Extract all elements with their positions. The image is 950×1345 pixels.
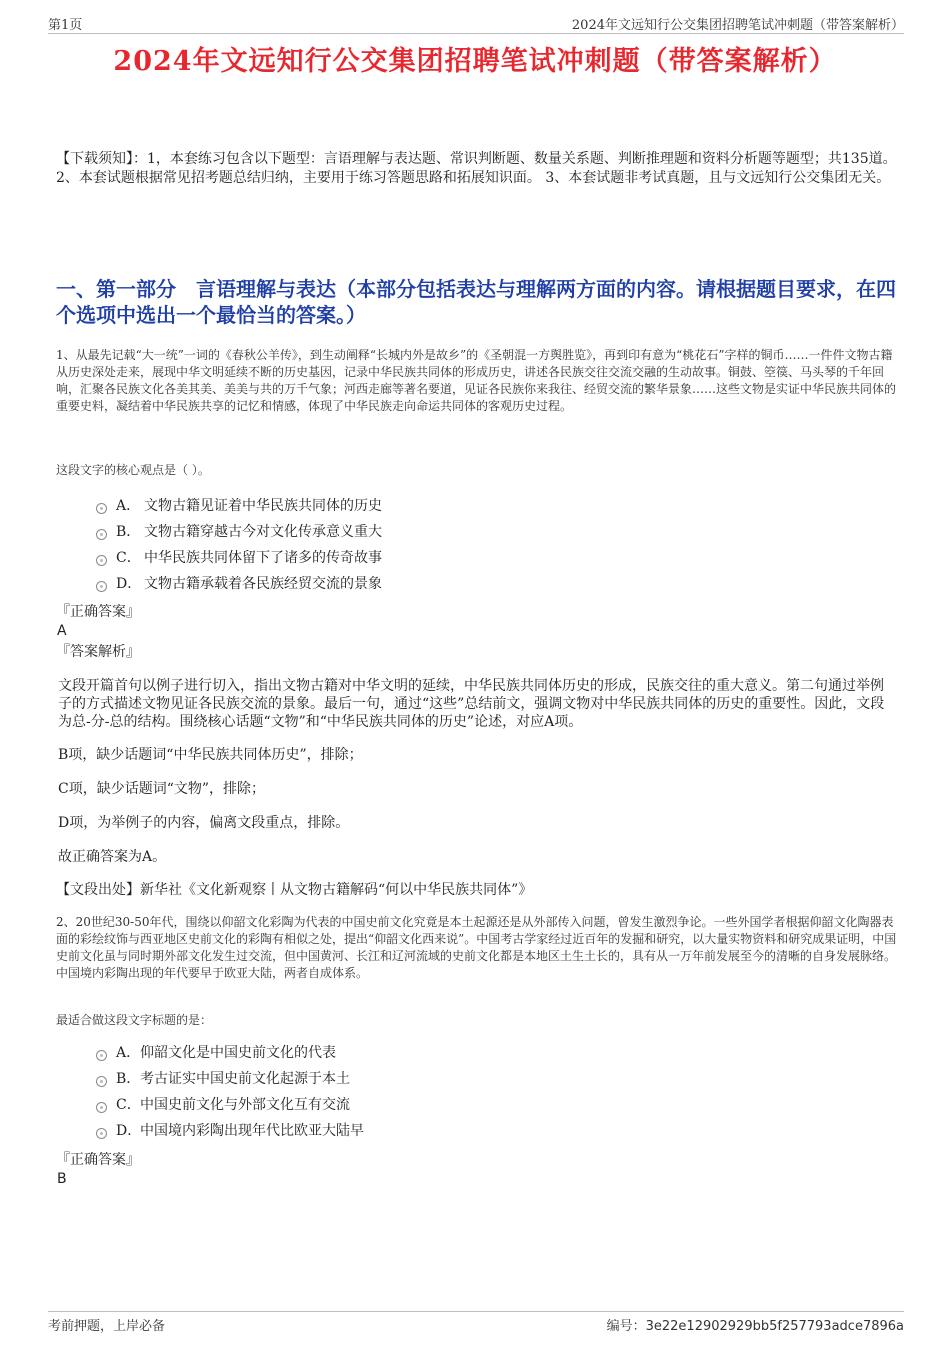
document-code	[607, 1315, 904, 1334]
footer-slogan: 考前押题，上岸必备	[48, 1319, 166, 1334]
radio-button-icon[interactable]	[96, 503, 107, 514]
option-text: 中国史前文化与外部文化互有交流	[140, 1097, 350, 1113]
question-2-option-a[interactable]	[96, 1043, 796, 1069]
option-letter: D．	[116, 576, 142, 592]
option-text: 中国境内彩陶出现年代比欧亚大陆早	[140, 1123, 364, 1139]
analysis-paragraph: B项，缺少话题词“中华民族共同体历史”，排除；	[58, 747, 363, 763]
page-number: 第1页	[48, 18, 83, 33]
question-2-answer: B	[57, 1171, 67, 1187]
question-2-options	[96, 1043, 796, 1147]
option-letter: D．	[116, 1123, 142, 1139]
option-text: 中华民族共同体留下了诸多的传奇故事	[144, 550, 382, 566]
option-letter: C．	[116, 550, 141, 566]
question-2-answer-label: 『正确答案』	[56, 1152, 140, 1168]
question-1-option-c[interactable]	[96, 548, 796, 574]
question-2-option-d[interactable]	[96, 1121, 796, 1147]
radio-button-icon[interactable]	[96, 1102, 107, 1113]
analysis-paragraph: C项，缺少话题词“文物”，排除；	[58, 781, 266, 797]
option-letter: C．	[116, 1097, 141, 1113]
option-text: 文物古籍承载着各民族经贸交流的景象	[144, 576, 382, 592]
question-1-options	[96, 496, 796, 600]
question-2-option-c[interactable]	[96, 1095, 796, 1121]
question-1-analysis-label: 『答案解析』	[56, 644, 140, 660]
option-letter: A．	[116, 1045, 141, 1061]
analysis-paragraph: 文段开篇首句以例子进行切入，指出文物古籍对中华文明的延续，中华民族共同体历史的形成，民族交往的重大意义。第二句通过举例子的方式描述文物见证各民族交流的景象。最后一句，通过“这些”总结前文，强调文物对中华民族共同体的历史的重要性。因此，文段为总-分-总的结构。围绕核心话题“文物”和“中华民族共同体的历史”论述，对应A项。	[58, 678, 885, 730]
option-letter: B．	[116, 1071, 141, 1087]
option-letter: A．	[116, 498, 141, 514]
section-heading: 一、第一部分 言语理解与表达（本部分包括表达与理解两方面的内容。请根据题目要求，在四个选项中选出一个最恰当的答案。）	[56, 277, 896, 327]
code-value: 3e22e12902929bb5f257793adce7896a	[645, 1319, 904, 1334]
code-label: 编号：	[606, 1319, 646, 1334]
radio-button-icon[interactable]	[96, 555, 107, 566]
question-2-stem: 2、20世纪30-50年代，围绕以仰韶文化彩陶为代表的中国史前文化究竟是本土起源还是从外部传入问题，曾发生激烈争论。一些外国学者根据仰韶文化陶器表面的彩绘纹饰与西亚地区史前文化的彩陶有相似之处，提出“仰韶文化西来说”。中国考古学家经过近百年的发掘和研究，以大量实物资料和研究成果证明，中国史前文化虽与同时期外部文化发生过交流，但中国黄河、长江和辽河流域的史前文化都是本地区土生土长的，具有从一万年前发展至今的清晰的自身发展脉络。中国境内彩陶出现的年代要早于欧亚大陆，两者自成体系。	[56, 915, 897, 980]
running-footer	[48, 1311, 904, 1334]
question-2-option-b[interactable]	[96, 1069, 796, 1095]
question-1-prompt: 这段文字的核心观点是（ ）。	[56, 463, 210, 477]
running-title: 2024年文远知行公交集团招聘笔试冲刺题（带答案解析）	[571, 18, 904, 33]
question-1-option-a[interactable]	[96, 496, 796, 522]
radio-button-icon[interactable]	[96, 1076, 107, 1087]
option-text: 文物古籍见证着中华民族共同体的历史	[144, 498, 382, 514]
radio-button-icon[interactable]	[96, 581, 107, 592]
question-1-stem: 1、从最先记载“大一统”一词的《春秋公羊传》，到生动阐释“长城内外是故乡”的《圣朝混一方舆胜览》，再到印有意为“桃花石”字样的铜币……一件件文物古籍从历史深处走来，展现中华文明延续不断的历史基因，记录中华民族共同体的形成历史，讲述各民族交往交流交融的生动故事。铜鼓、箜篌、马头琴的千年回响，汇聚各民族文化各美其美、美美与共的万千气象；河西走廊等著名要道，见证各民族你来我往、经贸交流的繁华景象……这些文物是实证中华民族共同体的重要史料，凝结着中华民族共享的记忆和情感，体现了中华民族走向命运共同体的客观历史过程。	[56, 348, 897, 413]
option-text: 考古证实中国史前文化起源于本土	[140, 1071, 350, 1087]
question-2-prompt: 最适合做这段文字标题的是：	[56, 1013, 213, 1027]
download-notice: 【下载须知】：1，本套练习包含以下题型：言语理解与表达题、常识判断题、数量关系题、判断推理题和资料分析题等题型；共135道。 2、本套试题根据常见招考题总结归纳，主要用于练习答题思路和拓展知识面。 3、本套试题非考试真题，且与文远知行公交集团无关。	[56, 151, 897, 186]
option-text: 文物古籍穿越古今对文化传承意义重大	[144, 524, 382, 540]
radio-button-icon[interactable]	[96, 529, 107, 540]
question-1-option-d[interactable]	[96, 574, 796, 600]
document-title: 2024年文远知行公交集团招聘笔试冲刺题（带答案解析）	[113, 46, 837, 77]
running-header	[48, 14, 904, 34]
source-citation: 【文段出处】新华社《文化新观察丨从文物古籍解码“何以中华民族共同体”》	[56, 882, 533, 898]
option-letter: B．	[116, 524, 141, 540]
question-1-answer-label: 『正确答案』	[56, 604, 140, 620]
analysis-paragraph: D项，为举例子的内容，偏离文段重点，排除。	[58, 815, 350, 831]
radio-button-icon[interactable]	[96, 1128, 107, 1139]
radio-button-icon[interactable]	[96, 1050, 107, 1061]
question-1-answer: A	[57, 623, 67, 639]
question-1-option-b[interactable]	[96, 522, 796, 548]
option-text: 仰韶文化是中国史前文化的代表	[140, 1045, 336, 1061]
analysis-paragraph: 故正确答案为A。	[58, 849, 167, 865]
